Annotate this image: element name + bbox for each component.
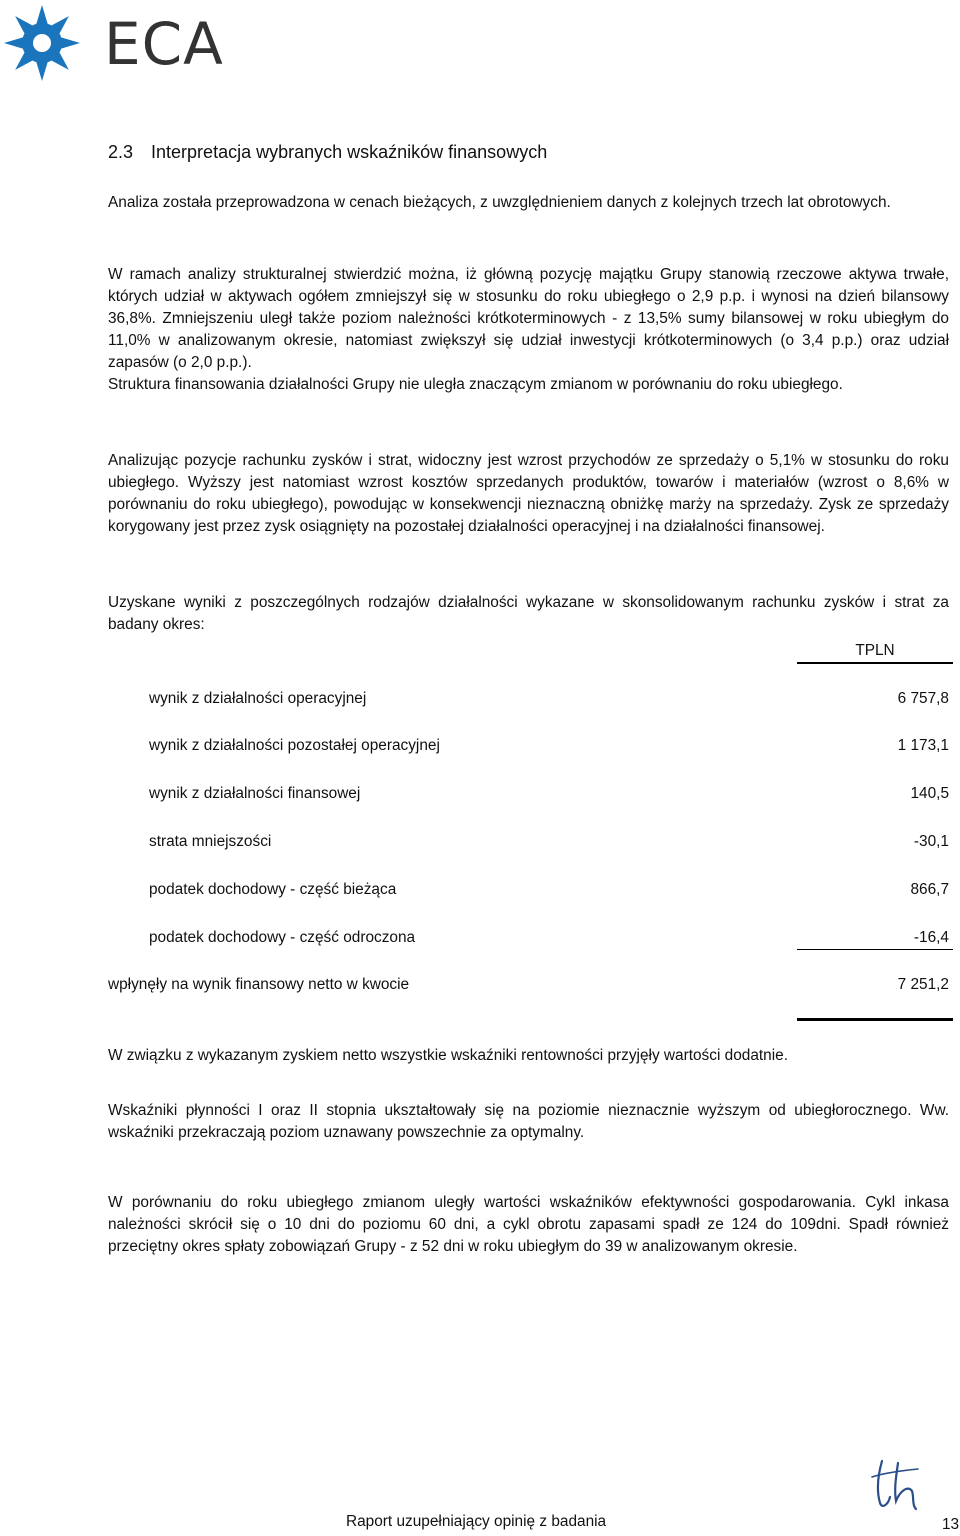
paragraph-income-statement: Analizując pozycje rachunku zysków i strat, widoczny jest wzrost przychodów ze sprzedaży o 5,1% w stosunku do roku ubiegłego. Wyższy jest natomiast wzrost kosztów sprzedanych produktów, towarów i materiałów (wzrost o 8,6% w porównaniu do roku ubiegłego), powodując w konsekwencji nieznaczną obniżkę marży na sprzedaży. Zysk ze sprzedaży korygowany jest przez zysk osiągnięty na pozostałej działalności operacyjnej i na działalności finansowej. bbox=[108, 452, 949, 535]
total-value: 7 251,2 bbox=[897, 976, 949, 993]
logo-star-icon bbox=[0, 2, 86, 84]
row-value: -30,1 bbox=[913, 833, 949, 850]
table-total-rule bbox=[797, 1018, 953, 1021]
row-label: wynik z działalności operacyjnej bbox=[149, 690, 367, 707]
paragraph-liquidity: Wskaźniki płynności I oraz II stopnia ukształtowały się na poziomie nieznacznie wyższym od ubiegłorocznego. Ww. wskaźniki przekraczają poziom uznawany powszechnie za optymalny. bbox=[108, 1102, 949, 1141]
row-label: wynik z działalności finansowej bbox=[149, 785, 361, 802]
section-heading bbox=[108, 142, 547, 163]
section-title: Interpretacja wybranych wskaźników finansowych bbox=[151, 142, 548, 162]
row-value: 866,7 bbox=[910, 881, 949, 898]
row-label: wynik z działalności pozostałej operacyjnej bbox=[149, 737, 440, 754]
table-header-rule bbox=[797, 662, 953, 664]
logo-text: ECA bbox=[104, 10, 224, 78]
company-logo bbox=[0, 2, 240, 84]
section-number: 2.3 bbox=[108, 142, 134, 162]
footer-title: Raport uzupełniający opinię z badania bbox=[346, 1513, 607, 1530]
row-value: 6 757,8 bbox=[897, 690, 949, 707]
page-number: 13 bbox=[942, 1516, 960, 1533]
table-unit-header: TPLN bbox=[855, 642, 895, 659]
paragraph-structure: W ramach analizy strukturalnej stwierdzić można, iż główną pozycję majątku Grupy stanowią rzeczowe aktywa trwałe, których udział w aktywach ogółem zmniejszył się w stosunku do roku ubiegłego o 2,9 p.p. i wynosi na dzień bilansowy 36,8%. Zmniejszeniu uległ także poziom należności krótkoterminowych - z 13,5% sumy bilansowej w roku ubiegłym do 11,0% w analizowanym okresie, natomiast zwiększył się udział inwestycji krótkoterminowych (o 3,4 p.p.) oraz udział zapasów (o 2,0 p.p.). bbox=[108, 266, 949, 371]
row-label: podatek dochodowy - część odroczona bbox=[149, 929, 416, 946]
row-value: 1 173,1 bbox=[897, 737, 949, 754]
paragraph-financing: Struktura finansowania działalności Grupy nie uległa znaczącym zmianom w porównaniu do roku ubiegłego. bbox=[108, 376, 843, 393]
paragraph-profitability: W związku z wykazanym zyskiem netto wszystkie wskaźniki rentowności przyjęły wartości dodatnie. bbox=[108, 1047, 788, 1064]
paragraph-scope: Analiza została przeprowadzona w cenach bieżących, z uwzględnieniem danych z kolejnych trzech lat obrotowych. bbox=[108, 194, 891, 211]
row-label: strata mniejszości bbox=[149, 833, 272, 850]
row-value: 140,5 bbox=[910, 785, 949, 802]
paragraph-efficiency: W porównaniu do roku ubiegłego zmianom uległy wartości wskaźników efektywności gospodarowania. Cykl inkasa należności skrócił się o 10 dni do poziomu 60 dni, a cykl obrotu zapasami spadł ze 124 do 109dni. Spadł również przeciętny okres spłaty zobowiązań Grupy - z 52 dni w roku ubiegłym do 39 w analizowanym okresie. bbox=[108, 1194, 949, 1255]
paragraph-results-intro: Uzyskane wyniki z poszczególnych rodzajów działalności wykazane w skonsolidowanym rachunku zysków i strat za badany okres: bbox=[108, 594, 949, 633]
total-label: wpłynęły na wynik finansowy netto w kwocie bbox=[108, 976, 410, 993]
table-sum-rule bbox=[797, 949, 953, 950]
signature-initials-icon bbox=[868, 1455, 930, 1515]
row-label: podatek dochodowy - część bieżąca bbox=[149, 881, 397, 898]
row-value: -16,4 bbox=[913, 929, 949, 946]
